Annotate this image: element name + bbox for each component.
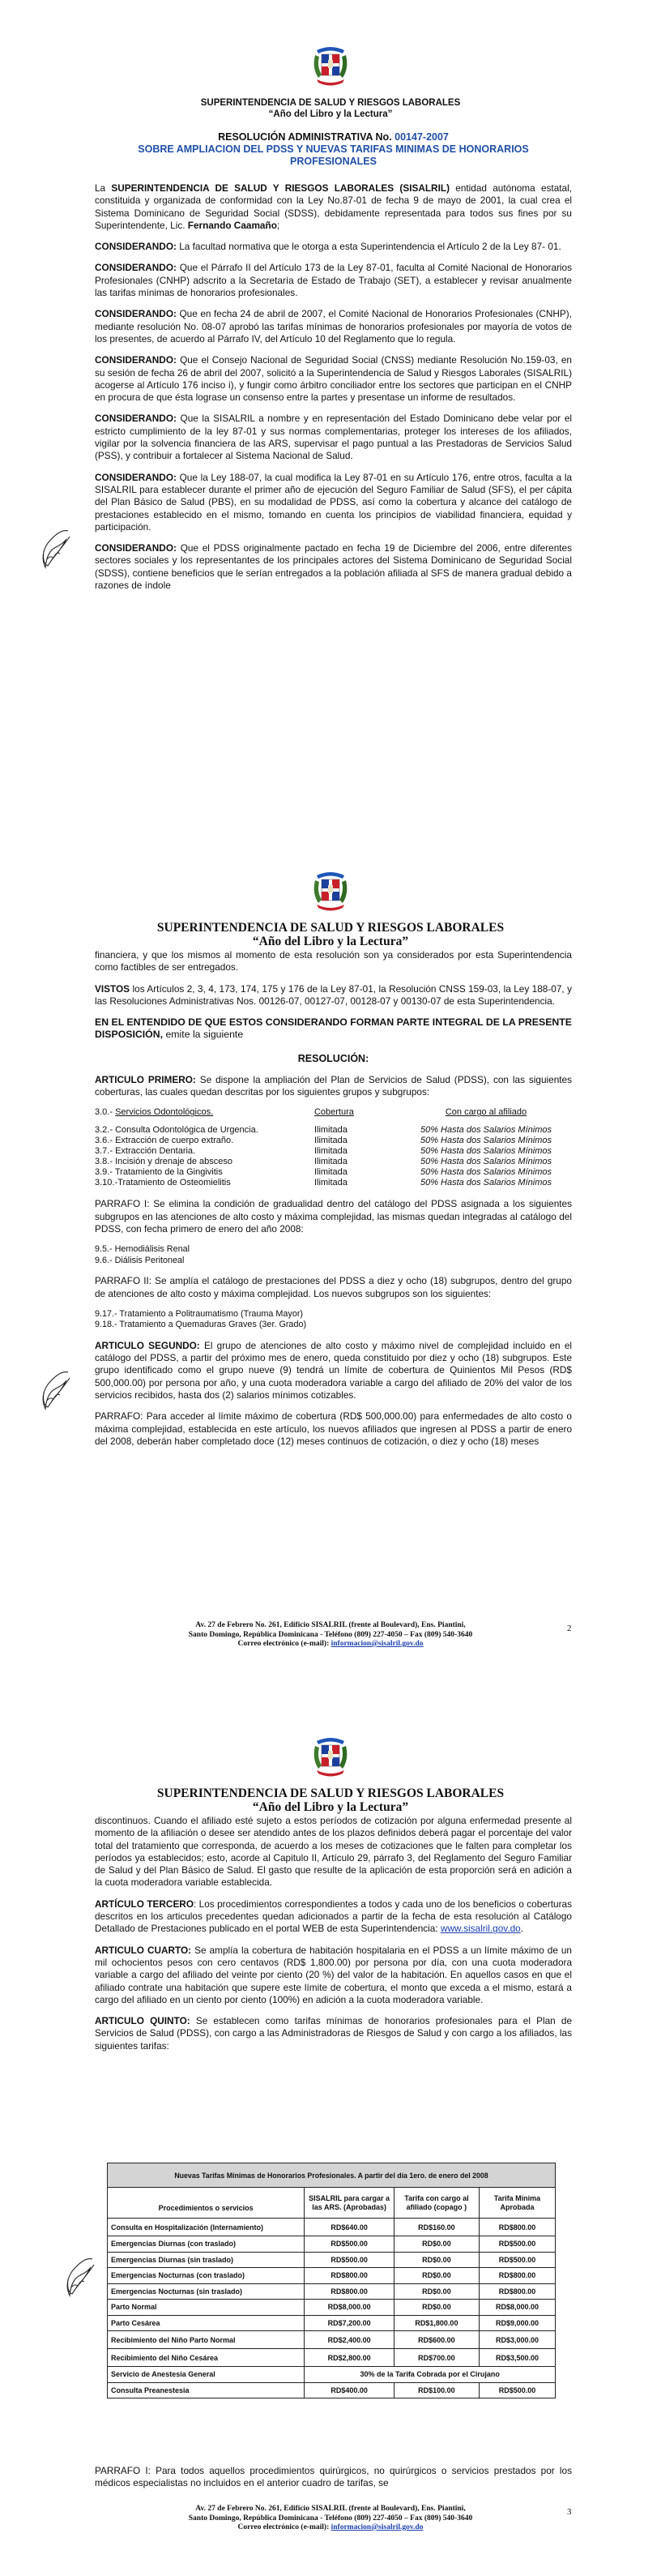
page3-body <box>95 1815 572 2061</box>
cell-coverage: Ilimitada <box>313 1167 348 1178</box>
cell-minima: RD$3,000.00 <box>479 2331 555 2349</box>
continuation-paragraph: discontinuos. Cuando el afiliado esté sujeto a estos períodos de cotización por alguna enfermedad presente al momento de la afiliación o desee ser atendido antes de los plazos definidos deberá pagar el porcentaje del valor total del tratamiento que corresponda, de acuerdo a los meses de cotizaciones que le falten para completar los períodos ya establecidos; esto, acorde al Capitulo II, Artículo 29, párrafo 3, del Reglamento del Seguro Familiar de Salud y del Plan Básico de Salud. El gasto que resulte de la aplicación de esta proporción será en adición a la cuota moderadora variable establecida. <box>95 1815 572 1889</box>
cell-copago: RD$160.00 <box>394 2219 479 2236</box>
cell-coverage: Ilimitada <box>313 1125 348 1136</box>
considerando-6: CONSIDERANDO: Que la Ley 188-07, la cual modifica la Ley 87-01 en su Artículo 176, entre otros, faculta a la SISALRIL para establecer durante el primer año de ejecución del Seguro Familiar de Salud (SFS), el per cápita del Plan Básico de Salud (PBS), en su modalidad de PDSS, así como la cobertura y alcance del catálogo de prestaciones establecido en el mismo, tomando en cuenta los principios de viabilidad financiera, equidad y participación. <box>95 471 573 533</box>
cell-copago: RD$0.00 <box>394 2300 479 2316</box>
cell-service: Emergencias Nocturnas (con traslado) <box>108 2268 305 2284</box>
signature-icon <box>36 1368 72 1413</box>
cell-minima: RD$800.00 <box>479 2219 555 2236</box>
articulo-primero: ARTICULO PRIMERO: Se dispone la ampliación del Plan de Servicios de Salud (PDSS), con las siguientes coberturas, las cuales quedan descritas por los siguientes grupos y subgrupos: <box>95 1073 572 1098</box>
table-row <box>95 1157 572 1167</box>
coat-of-arms-icon <box>310 1735 351 1778</box>
table-row <box>108 2236 556 2253</box>
cell-minima: RD$800.00 <box>479 2268 555 2284</box>
vistos-paragraph: VISTOS los Artículos 2, 3, 4, 173, 174, 175 y 176 de la Ley 87-01, la Resolución CNSS 159-03, la Ley 188-07, y las Resoluciones Administrativas Nos. 00126-07, 00127-07, 00128-07 y 00130-07 de esta Superintendencia. <box>95 982 573 1007</box>
page1-body <box>95 182 572 601</box>
table-row <box>108 2331 556 2349</box>
resolucion-heading: RESOLUCIÓN: <box>297 1052 369 1064</box>
table-row <box>95 1167 572 1178</box>
parrafo-2: PARRAFO II: Se amplía el catálogo de prestaciones del PDSS a diez y ocho (18) subgrupos, dentro del grupo de atenciones de alto costo y máxima complejidad. Los nuevos subgrupos son los siguientes: <box>95 1275 572 1299</box>
entendido-paragraph: EN EL ENTENDIDO DE QUE ESTOS CONSIDERANDO FORMAN PARTE INTEGRAL DE LA PRESENTE DISPOSICIÓN, emite la siguiente <box>95 1016 572 1041</box>
table-row-anesthesia: Servicio de Anestesia General 30% de la Tarifa Cobrada por el Cirujano <box>108 2367 556 2383</box>
cell-service: Emergencias Diurnas (con traslado) <box>108 2236 305 2253</box>
cell-ars: RD$800.00 <box>305 2268 394 2284</box>
cell-service: Parto Normal <box>108 2300 305 2316</box>
email-link[interactable]: informacion@sisalril.gov.do <box>330 1640 424 1648</box>
considerando-7: CONSIDERANDO: Que el PDSS originalmente pactado en fecha 19 de Diciembre del 2006, entre diferentes sectores sociales y los representantes de los principales actores del Sistema Dominicano de Seguridad Social (SDSS), contiene beneficios que le serían entregados a la población afiliada al SFS de manera gradual debido a razones de índole <box>95 542 573 592</box>
dental-services-table <box>95 1107 572 1188</box>
org-name: SUPERINTENDENCIA DE SALUD Y RIESGOS LABORALES <box>200 98 461 108</box>
table-header-row: 3.0.- Servicios Odontológicos. Cobertura Con cargo al afiliado <box>95 1107 527 1118</box>
cell-ars: RD$800.00 <box>305 2283 394 2300</box>
tariff-table-title: Nuevas Tarifas Mínimas de Honorarios Profesionales. A partir del día 1ero. de enero del 2008 <box>108 2163 556 2188</box>
coat-of-arms-icon <box>310 869 351 913</box>
table-row <box>108 2283 556 2300</box>
tariff-table-title-row <box>108 2163 556 2188</box>
cell-charge: 50% Hasta dos Salarios Mínimos <box>420 1157 552 1167</box>
cell-service: Emergencias Diurnas (sin traslado) <box>108 2252 305 2268</box>
page-3 <box>0 1715 661 2576</box>
page-footer: Av. 27 de Febrero No. 261, Edificio SISALRIL (frente al Boulevard), Ens. Piantini, Santo Domingo, República Dominicana - Teléfono (809) 227-4050 – Fax (809) 540-3640 Correo electrónico (e-mail): informacion@sisalril.gov.do <box>188 1621 473 1648</box>
page2-body <box>95 949 572 1448</box>
cell-ars: RD$8,000.00 <box>305 2300 394 2316</box>
cell-minima: RD$8,000.00 <box>479 2300 555 2316</box>
cell-ars: RD$7,200.00 <box>305 2315 394 2331</box>
page-number: 2 <box>567 1624 572 1633</box>
cell-coverage: Ilimitada <box>313 1136 348 1146</box>
cell-service: Emergencias Nocturnas (sin traslado) <box>108 2283 305 2300</box>
cell-service: Recibimiento del Niño Cesárea <box>108 2349 305 2367</box>
cell-copago: RD$700.00 <box>394 2349 479 2367</box>
cell-charge: 50% Hasta dos Salarios Mínimos <box>420 1125 552 1136</box>
table-row <box>108 2252 556 2268</box>
table-row <box>108 2315 556 2331</box>
cell-ars: RD$2,400.00 <box>305 2331 394 2349</box>
motto: “Año del Libro y la Lectura” <box>252 935 409 948</box>
table-row <box>108 2268 556 2284</box>
cell-ars: RD$640.00 <box>305 2219 394 2236</box>
resolution-number: 00147-2007 <box>394 131 449 143</box>
table-row <box>108 2300 556 2316</box>
considerando-3: CONSIDERANDO: Que en fecha 24 de abril de 2007, el Comité Nacional de Honorarios Profesionales (CNHP), mediante resolución No. 08-07 aprobó las tarifas mínimas de honorarios profesionales por mayoría de votos de los presentes, de acuerdo al Párrafo IV, del Artículo 10 del Reglamento que lo regula. <box>95 308 573 344</box>
articulo-tercero: ARTÍCULO TERCERO: Los procedimientos correspondientes a todos y cada uno de los beneficios o coberturas descritos en los articulos precedentes quedan adicionados a partir de la fecha de esta resolución al Catálogo Detallado de Prestaciones publicado en el portal WEB de esta Superintendencia: www.sisalril.gov.do. <box>95 1898 572 1935</box>
email-link[interactable]: informacion@sisalril.gov.do <box>330 2523 424 2531</box>
page3-tail <box>95 2465 572 2490</box>
cell-service: Consulta en Hospitalización (Internamiento) <box>108 2219 305 2236</box>
considerando-1: CONSIDERANDO: La facultad normativa que le otorga a esta Superintendencia el Artículo 2 de la Ley 87- 01. <box>95 241 561 253</box>
resolution-subject: SOBRE AMPLIACION DEL PDSS Y NUEVAS TARIFAS MINIMAS DE HONORARIOS <box>138 143 529 155</box>
cell-minima: RD$800.00 <box>479 2283 555 2300</box>
cell-copago: RD$1,800.00 <box>394 2315 479 2331</box>
cell-item: 3.10.-Tratamiento de Osteomielitis <box>95 1178 231 1188</box>
table-row <box>95 1178 572 1188</box>
cell-coverage: Ilimitada <box>313 1178 348 1188</box>
cell-charge: 50% Hasta dos Salarios Mínimos <box>420 1167 552 1178</box>
table-row-preanestesia: Consulta Preanestesia RD$400.00 RD$100.00 RD$500.00 <box>108 2382 556 2398</box>
considerando-4: CONSIDERANDO: Que el Consejo Nacional de Seguridad Social (CNSS) mediante Resolución No.159-03, en su sesión de fecha 26 de abril del 2007, solicitó a la Superintendencia de Salud y Riesgos Laborales (SISALRIL) acogerse al Artículo 176 inciso i), y fungir como árbitro conciliador entre los sectores que participan en el CNHP en procura de que ésta lograse un consenso entre la partes y presentase un informe de resultados. <box>95 354 572 404</box>
parrafo-1-list: 9.5.- Hemodiálisis Renal 9.6.- Diálisis Peritoneal <box>95 1244 190 1265</box>
articulo-cuarto: ARTICULO CUARTO: Se amplía la cobertura de habitación hospitalaria en el PDSS a un límite máximo de un mil ochocientos pesos con cero centavos (RD$ 1,800.00) por persona por día, con una cuota moderadora variable a cargo del afiliado del veinte por ciento (20 %) del valor de la habitación. En aquellos casos en que el afiliado contrate una habitación que supere este límite de cobertura, el monto que exceda a el mismo, estará a cargo del afiliado en un ciento por ciento (100%) en adición a la cuota moderadora variable. <box>95 1944 572 2005</box>
resolution-subject-2: PROFESIONALES <box>290 156 377 167</box>
cell-item: 3.9.- Tratamiento de la Gingivitis <box>95 1167 223 1178</box>
articulo-quinto: ARTICULO QUINTO: Se establecen como tarifas mínimas de honorarios profesionales para el Plan de Servicios de Salud (PDSS), con cargo a las Administradoras de Riesgos de Salud y con cargo a los afiliados, las siguientes tarifas: <box>95 2015 573 2052</box>
page-1 <box>0 0 661 856</box>
considerando-5: CONSIDERANDO: Que la SISALRIL a nombre y en representación del Estado Dominicano debe velar por el estricto cumplimiento de la ley 87-01 y sus normas complementarias, proteger los intereses de los afiliados, vigilar por la solvencia financiera de las ARS, supervisar el pago puntual a las Prestadoras de Servicios Salud (PSS), y contribuir a fortalecer al Sistema Nacional de Salud. <box>95 413 573 462</box>
cell-copago: RD$0.00 <box>394 2268 479 2284</box>
cell-coverage: Ilimitada <box>313 1146 348 1157</box>
cell-minima: RD$3,500.00 <box>479 2349 555 2367</box>
articulo-segundo: ARTICULO SEGUNDO: El grupo de atenciones de alto costo y máximo nivel de complejidad incluido en el catálogo del PDSS, a partir del próximo mes de enero, queda constituido por diez y ocho (18) subgrupos. Este grupo identificado como el grupo nueve (9) tendrá un límite de cobertura de Quinientos Mil Pesos (RD$ 500,000.00) por persona por año, y una cuota moderadora variable a cargo del afiliado de 20% del valor de los servicios recibidos, hasta dos (2) salarios mínimos cotizables. <box>95 1339 572 1401</box>
cell-charge: 50% Hasta dos Salarios Mínimos <box>420 1146 552 1157</box>
org-name: SUPERINTENDENCIA DE SALUD Y RIESGOS LABORALES <box>156 1787 505 1800</box>
signature-icon <box>36 527 72 571</box>
cell-copago: RD$0.00 <box>394 2252 479 2268</box>
cell-copago: RD$0.00 <box>394 2236 479 2253</box>
parrafo-1: PARRAFO I: Se elimina la condición de gradualidad dentro del catálogo del PDSS asignada a los siguientes subgrupos en las atenciones de alto costo y máxima complejidad, las mismas quedan integradas al catálogo del PDSS, con fecha primero de enero del año 2008: <box>95 1198 572 1235</box>
org-name: SUPERINTENDENCIA DE SALUD Y RIESGOS LABORALES <box>156 921 505 935</box>
table-row <box>95 1146 572 1157</box>
tariff-table <box>107 2163 556 2398</box>
cell-item: 3.7.- Extracción Dentaria. <box>95 1146 196 1157</box>
cell-copago: RD$0.00 <box>394 2283 479 2300</box>
table-row <box>108 2349 556 2367</box>
page-number: 3 <box>567 2507 572 2517</box>
cell-coverage: Ilimitada <box>313 1157 348 1167</box>
cell-ars: RD$500.00 <box>305 2236 394 2253</box>
motto: “Año del Libro y la Lectura” <box>268 109 393 119</box>
continuation-paragraph: financiera, y que los mismos al momento de esta resolución son ya considerados por esta Superintendencia como factibles de ser entregados. <box>95 949 572 973</box>
cell-charge: 50% Hasta dos Salarios Mínimos <box>420 1178 552 1188</box>
cell-item: 3.8.- Incisión y drenaje de absceso <box>95 1157 232 1167</box>
parrafo-acceso: PARRAFO: Para acceder al límite máximo de cobertura (RD$ 500,000.00) para enfermedades de alto costo o máxima complejidad, establecida en este artículo, los nuevos afiliados que ingresen al PDSS a partir de enero del 2008, deberán haber completado doce (12) meses continuos de cotización, o diez y ocho (18) meses <box>95 1410 572 1447</box>
cell-copago: RD$600.00 <box>394 2331 479 2349</box>
page-footer: Av. 27 de Febrero No. 261, Edificio SISALRIL (frente al Boulevard), Ens. Piantini, Santo Domingo, República Dominicana - Teléfono (809) 227-4050 – Fax (809) 540-3640 Correo electrónico (e-mail): informacion@sisalril.gov.do <box>188 2505 473 2531</box>
intro-paragraph: La SUPERINTENDENCIA DE SALUD Y RIESGOS LABORALES (SISALRIL) entidad autónoma estatal, constituida y organizada de conformidad con la Ley No.87-01 de fecha 9 de mayo de 2001, la cual crea el Sistema Dominicano de Seguridad Social (SDSS), debidamente representada para todos sus fines por su Superintendente, Lic. Fernando Caamaño; <box>95 182 572 231</box>
table-row <box>95 1125 572 1136</box>
cell-minima: RD$500.00 <box>479 2236 555 2253</box>
cell-item: 3.6.- Extracción de cuerpo extraño. <box>95 1136 234 1146</box>
table-row <box>108 2219 556 2236</box>
coat-of-arms-icon <box>310 44 351 88</box>
page-2 <box>0 856 661 1715</box>
motto: “Año del Libro y la Lectura” <box>252 1800 409 1814</box>
tariff-table-header: Procedimientos o servicios SISALRIL para cargar a las ARS. (Aprobadas) Tarifa con cargo al afiliado (copago ) Tarifa Mínima Aprobada <box>108 2188 556 2219</box>
cell-ars: RD$2,800.00 <box>305 2349 394 2367</box>
parrafo-2-list: 9.17.- Tratamiento a Politraumatismo (Trauma Mayor) 9.18.- Tratamiento a Quemaduras Graves (3er. Grado) <box>95 1308 307 1330</box>
parrafo-1-tarifas: PARRAFO I: Para todos aquellos procedimientos quirúrgicos, no quirúrgicos o servicios prestados por los médicos especialistas no incluidos en el anterior cuadro de tarifas, se <box>95 2465 572 2489</box>
considerando-2: CONSIDERANDO: Que el Párrafo II del Artículo 173 de la Ley 87-01, faculta al Comité Nacional de Honorarios Profesionales (CNHP) adscrito a la Secretaría de Estado de Trabajo (SET), a establecer y revisar anualmente las tarifas mínimas de honorarios profesionales. <box>95 262 573 299</box>
signature-icon <box>60 2255 96 2300</box>
cell-minima: RD$500.00 <box>479 2252 555 2268</box>
cell-ars: RD$500.00 <box>305 2252 394 2268</box>
cell-service: Recibimiento del Niño Parto Normal <box>108 2331 305 2349</box>
cell-minima: RD$9,000.00 <box>479 2315 555 2331</box>
cell-charge: 50% Hasta dos Salarios Mínimos <box>420 1136 552 1146</box>
resolution-title: RESOLUCIÓN ADMINISTRATIVA No. 00147-2007 <box>218 131 449 143</box>
cell-service: Parto Cesárea <box>108 2315 305 2331</box>
website-link[interactable]: www.sisalril.gov.do <box>440 1923 521 1935</box>
table-row <box>95 1136 572 1146</box>
cell-item: 3.2.- Consulta Odontológica de Urgencia. <box>95 1125 258 1136</box>
